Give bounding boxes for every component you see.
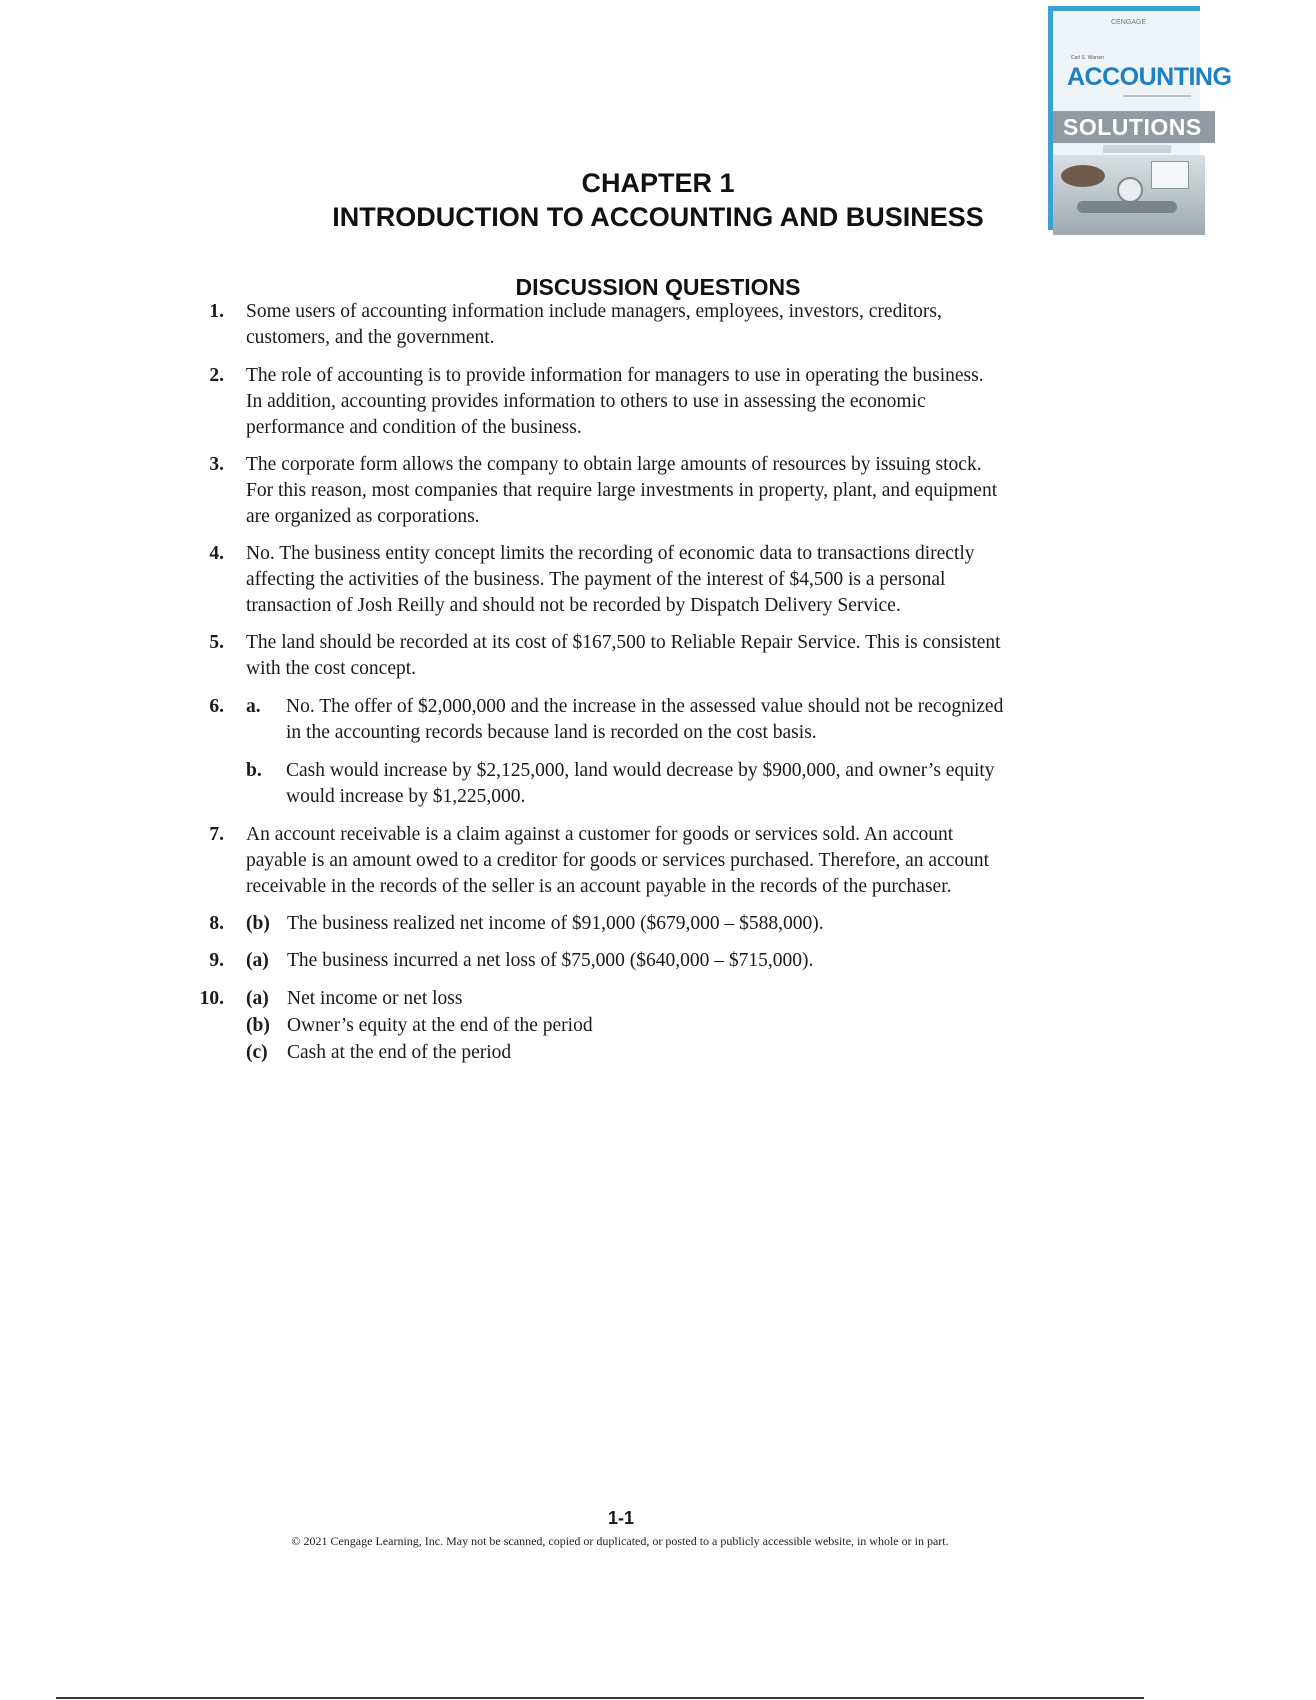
question-number: 4. xyxy=(209,543,224,564)
cover-band: SOLUTIONS xyxy=(1053,111,1215,143)
page-number: 1-1 xyxy=(607,1508,634,1528)
answer-line: Owner’s equity at the end of the period xyxy=(287,1015,593,1036)
cover-title: ACCOUNTING xyxy=(1067,63,1232,91)
answer-line: in the accounting records because land is recorded on the cost basis. xyxy=(286,722,817,743)
answer-line: The business realized net income of $91,000 ($679,000 – $588,000). xyxy=(287,913,824,934)
answer-line: The role of accounting is to provide information for managers to use in operating the business. xyxy=(246,365,984,386)
answer-line: with the cost concept. xyxy=(246,658,417,679)
answer-line: Cash at the end of the period xyxy=(287,1042,512,1063)
answer-line: customers, and the government. xyxy=(246,327,495,348)
question-number: 10. xyxy=(199,988,224,1009)
answer-choice: (c) xyxy=(246,1042,268,1063)
question-number: 5. xyxy=(209,632,224,653)
answer-line: The land should be recorded at its cost of $167,500 to Reliable Repair Service. This is consistent xyxy=(246,632,1001,653)
cover-decor-line xyxy=(1123,95,1191,97)
answer-line: No. The offer of $2,000,000 and the increase in the assessed value should not be recognized xyxy=(286,696,1004,717)
answer-line: No. The business entity concept limits the recording of economic data to transactions directly xyxy=(246,543,975,564)
answer-line: Net income or net loss xyxy=(287,988,463,1009)
answer-line: transaction of Josh Reilly and should not be recorded by Dispatch Delivery Service. xyxy=(246,595,901,616)
cover-brand: CENGAGE xyxy=(1111,19,1147,26)
question-number: 2. xyxy=(209,365,224,386)
cover-author: Carl S. Warren xyxy=(1071,55,1104,61)
chapter-title: INTRODUCTION TO ACCOUNTING AND BUSINESS xyxy=(332,202,984,232)
answer-line: would increase by $1,225,000. xyxy=(286,786,526,807)
answer-choice: (a) xyxy=(246,950,269,971)
copyright-notice: © 2021 Cengage Learning, Inc. May not be scanned, copied or duplicated, or posted to a publicly accessible website, in whole or in part. xyxy=(291,1534,949,1548)
answer-line: The business incurred a net loss of $75,000 ($640,000 – $715,000). xyxy=(287,950,814,971)
bottom-rule xyxy=(56,1697,1144,1699)
sub-question-letter: a. xyxy=(246,696,261,717)
answer-line: affecting the activities of the business. The payment of the interest of $4,500 is a personal xyxy=(246,569,946,590)
answer-line: receivable in the records of the seller is an account payable in the records of the purchaser. xyxy=(246,876,952,897)
answer-line: are organized as corporations. xyxy=(246,506,480,527)
question-number: 6. xyxy=(209,696,224,717)
question-number: 8. xyxy=(209,913,224,934)
question-number: 9. xyxy=(209,950,224,971)
answer-line: payable is an amount owed to a creditor for goods or services purchased. Therefore, an account xyxy=(246,850,990,871)
answer-line: For this reason, most companies that require large investments in property, plant, and equipment xyxy=(246,480,998,501)
question-number: 3. xyxy=(209,454,224,475)
answer-line: The corporate form allows the company to obtain large amounts of resources by issuing stock. xyxy=(246,454,982,475)
sub-question-letter: b. xyxy=(246,760,262,781)
chapter-number: CHAPTER 1 xyxy=(581,168,735,198)
answer-line: In addition, accounting provides information to others to use in assessing the economic xyxy=(246,391,926,412)
question-number: 7. xyxy=(209,824,224,845)
answer-line: Cash would increase by $2,125,000, land would decrease by $900,000, and owner’s equity xyxy=(286,760,995,781)
answer-line: performance and condition of the business. xyxy=(246,417,582,438)
section-heading: DISCUSSION QUESTIONS xyxy=(515,274,801,300)
answer-choice: (a) xyxy=(246,988,269,1009)
question-number: 1. xyxy=(209,301,224,322)
answer-choice: (b) xyxy=(246,1015,270,1036)
cover-decor-bar xyxy=(1103,145,1171,153)
answer-line: An account receivable is a claim against a customer for goods or services sold. An account xyxy=(246,824,954,845)
answer-choice: (b) xyxy=(246,913,270,934)
answer-line: Some users of accounting information include managers, employees, investors, creditors, xyxy=(246,301,942,322)
